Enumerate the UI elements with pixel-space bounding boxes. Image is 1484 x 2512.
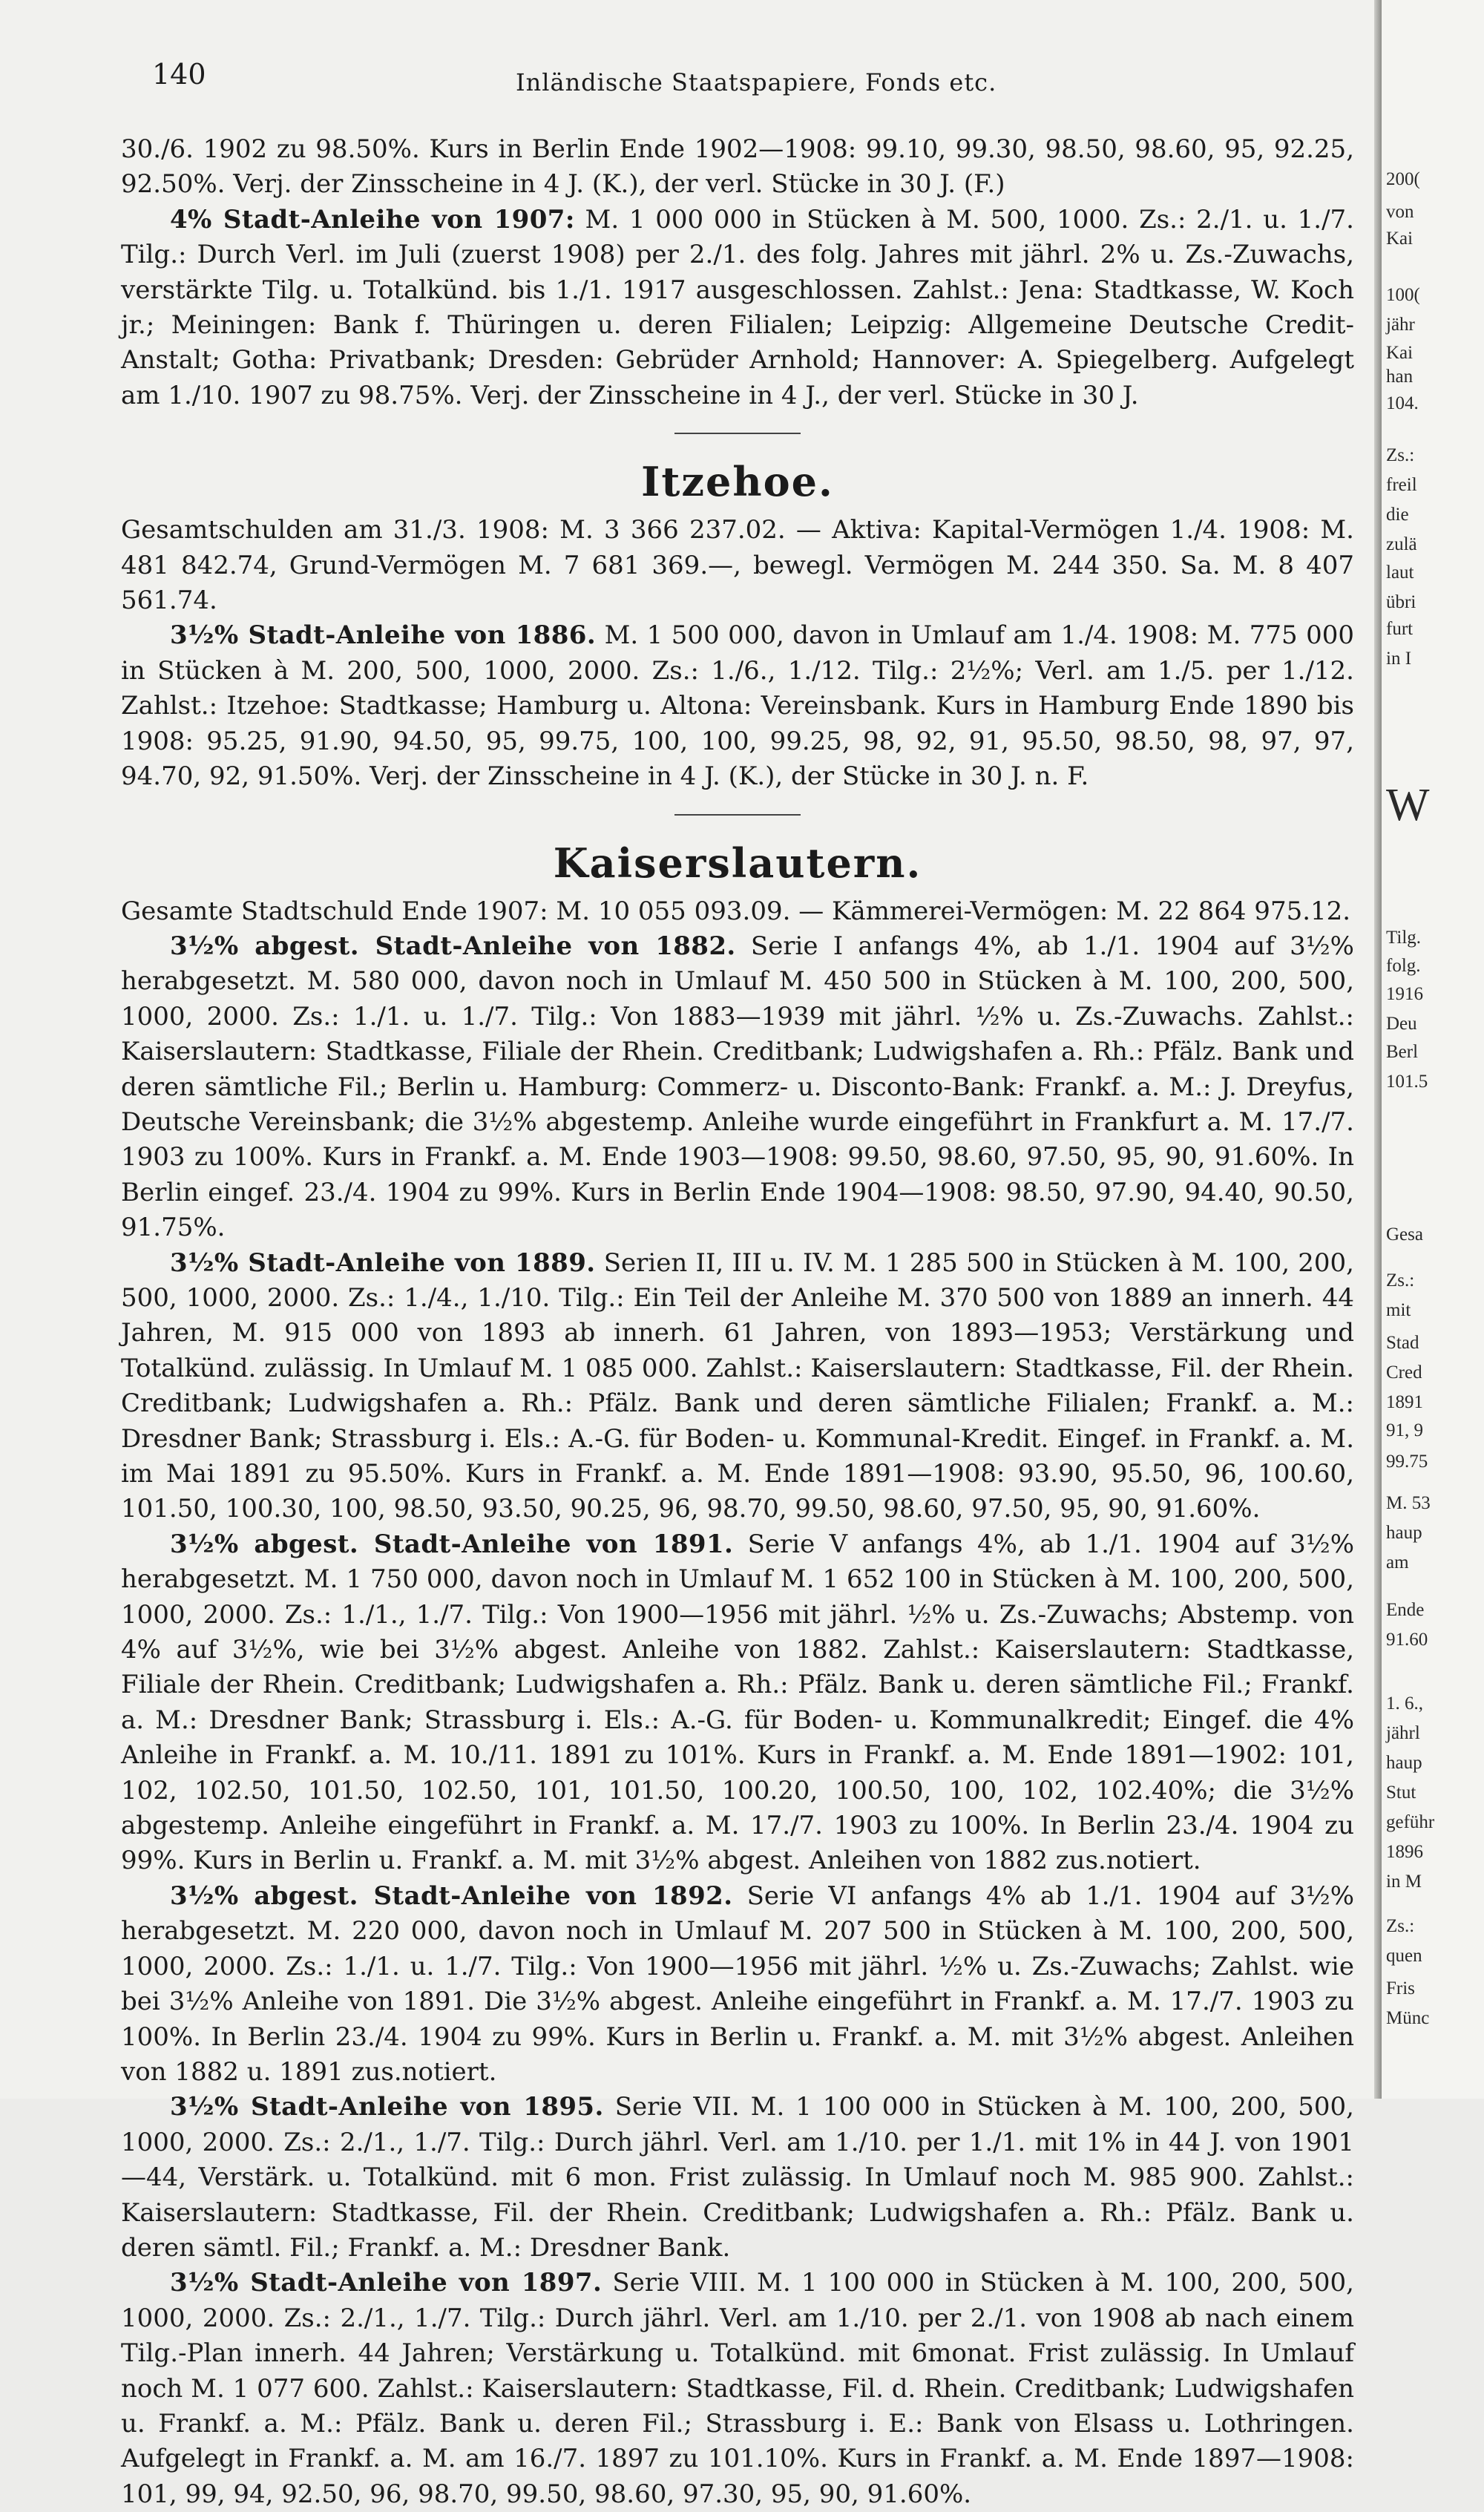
running-head [152,58,1355,102]
section-heading-kaiserslautern: Kaiserslautern. [553,839,922,887]
next-page-fragment: Ende [1386,1600,1425,1620]
next-page-fragment: Kai [1386,229,1414,249]
loan-heading: 4% Stadt-Anleihe von 1907: [170,204,575,235]
next-page-fragment: freil [1386,475,1417,495]
next-page-fragment: Stad [1386,1333,1419,1353]
next-page-fragment: 200( [1386,169,1420,189]
next-page-fragment: Cred [1386,1362,1422,1383]
running-head-title: Inländische Staatspapiere, Fonds etc. [516,68,997,96]
paragraph-text: Serie I anfangs 4%, ab 1./1. 1904 auf 3½% herabgesetzt. M. 580 000, davon noch in Umlauf M. 450 500 in Stücken à M. 100, 200, 500, 1000, 2000. Zs.: 1./1. u. 1./7. Tilg.: Von 1883—1939 mit jährl. ½% u. Zs.-Zuwachs. Zahlst.: Kaiserslautern: Stadtkasse, Filiale der Rhein. Creditbank; Ludwigshafen a. Rh.: Pfälz. Bank und deren sämtliche Fil.; Berlin u. Hamburg: Commerz- u. Disconto-Bank: Frankf. a. M.: J. Dreyfus, Deutsche Vereinsbank; die 3½% abgestemp. Anleihe wurde eingeführt in Frankfurt a. M. 17./7. 1903 zu 100%. Kurs in Frankf. a. M. Ende 1903—1908: 99.50, 98.60, 97.50, 95, 90, 91.60%. In Berlin eingef. 23./4. 1904 zu 99%. Kurs in Berlin Ende 1904—1908: 98.50, 97.90, 94.40, 90.50, 91.75%. [121,931,1354,1243]
next-page-fragment: Gesa [1386,1224,1423,1244]
itzehoe-loan-paragraph [121,618,1354,794]
next-page-fragment: 1896 [1386,1842,1423,1862]
top-loan-paragraph [121,203,1354,413]
next-page-fragment: mit [1386,1300,1411,1320]
next-page-fragment: jähr [1386,315,1415,335]
loan-heading: 3½% Stadt-Anleihe von 1886. [170,620,597,651]
kaiserslautern-loan-1889-paragraph [121,1246,1354,1527]
next-page-fragment: folg. [1386,956,1421,976]
section-divider [674,814,801,816]
loan-heading: 3½% abgest. Stadt-Anleihe von 1882. [170,931,736,961]
paragraph-text: 30./6. 1902 zu 98.50%. Kurs in Berlin Ende 1902—1908: 99.10, 99.30, 98.50, 98.60, 95, 92.25, 92.50%. Verj. der Zinsscheine in 4 J. (K.), der verl. Stücke in 30 J. (F.) [121,134,1354,200]
next-page-fragment: 104. [1386,393,1419,413]
next-page-fragment: W [1386,780,1430,830]
next-page-fragment: zulä [1386,534,1417,554]
paragraph-text: Serie V anfangs 4%, ab 1./1. 1904 auf 3½% herabgesetzt. M. 1 750 000, davon noch in Umlauf M. 1 652 100 in Stücken à M. 100, 200, 500, 1000, 2000. Zs.: 1./1., 1./7. Tilg.: Von 1900—1956 mit jährl. ½% u. Zs.-Zuwachs; Abstemp. von 4% auf 3½%, wie bei 3½% abgest. Anleihe von 1882. Zahlst.: Kaiserslautern: Stadtkasse, Filiale der Rhein. Creditbank; Ludwigshafen a. Rh.: Pfälz. Bank u. deren sämtliche Fil.; Frankf. a. M.: Dresdner Bank; Strassburg i. Els.: A.-G. für Boden- u. Kommunalkredit; Eingef. die 4% Anleihe in Frankf. a. M. 10./11. 1891 zu 101%. Kurs in Frankf. a. M. Ende 1891—1902: 101, 102, 102.50, 101.50, 102.50, 101, 101.50, 100.20, 100.50, 100, 102, 102.40%; die 3½% abgestemp. Anleihe eingeführt in Frankf. a. M. 17./7. 1903 zu 100%. In Berlin 23./4. 1904 zu 99%. Kurs in Berlin u. Frankf. a. M. mit 3½% abgest. Anleihen von 1882 zus.notiert. [121,1529,1354,1876]
top-continuation-paragraph [121,132,1354,203]
kaiserslautern-loan-1891-paragraph [121,1527,1354,1879]
next-page-fragment: die [1386,505,1409,525]
kaiserslautern-loan-1892-paragraph [121,1879,1354,2090]
page-gutter [1374,0,1382,2099]
next-page-fragment: haup [1386,1753,1422,1773]
next-page-fragment: 1891 [1386,1392,1423,1412]
section-divider [674,433,801,434]
next-page-fragment: han [1386,367,1414,387]
paragraph-text: Serie VI anfangs 4% ab 1./1. 1904 auf 3½% herabgesetzt. M. 220 000, davon noch in Umlauf M. 207 500 in Stücken à M. 100, 200, 500, 1000, 2000. Zs.: 1./1. u. 1./7. Tilg.: Von 1900—1956 mit jährl. ½% u. Zs.-Zuwachs; Zahlst. wie bei 3½% Anleihe von 1891. Die 3½% abgest. Anleihe eingeführt in Frankf. a. M. 17./7. 1903 zu 100%. In Berlin 23./4. 1904 zu 99%. Kurs in Berlin u. Frankf. a. M. mit 3½% abgest. Anleihen von 1882 u. 1891 zus.notiert. [121,1880,1355,2087]
next-page-fragment: Tilg. [1386,928,1422,948]
next-page-fragment: 1. 6., [1386,1693,1423,1714]
loan-heading: 3½% Stadt-Anleihe von 1895. [170,2092,604,2122]
next-page-fragment: Fris [1386,1978,1415,1998]
kaiserslautern-summary-paragraph [121,894,1354,929]
next-page-fragment: 101.5 [1386,1072,1428,1092]
next-page-fragment: haup [1386,1523,1422,1543]
next-page-fragment: Zs.: [1386,445,1415,465]
next-page-fragment: am [1386,1552,1409,1573]
body-text [121,132,1354,2512]
next-page-fragment: furt [1386,619,1414,639]
itzehoe-summary-paragraph [121,513,1354,618]
next-page-fragment: 100( [1386,285,1420,305]
next-page-fragment: 91.60 [1386,1630,1428,1650]
next-page-fragment: M. 53 [1386,1493,1431,1513]
paragraph-text: Serie VIII. M. 1 100 000 in Stücken à M. 100, 200, 500, 1000, 2000. Zs.: 2./1., 1./7. Tilg.: Durch jährl. Verl. am 1./10. per 2./1. von 1908 ab nach einem Tilg.-Plan innerh. 44 Jahren; Verstärkung u. Totalkünd. mit 6monat. Frist zulässig. In Umlauf noch M. 1 077 600. Zahlst.: Kaiserslautern: Stadtkasse, Fil. d. Rhein. Creditbank; Ludwigshafen u. Frankf. a. M.: Pfälz. Bank u. deren Fil.; Strassburg i. E.: Bank von Elsass u. Lothringen. Aufgelegt in Frankf. a. M. am 16./7. 1897 zu 101.10%. Kurs in Frankf. a. M. Ende 1897—1908: 101, 99, 94, 92.50, 96, 98.70, 99.50, 98.60, 97.30, 95, 90, 91.60%. [121,2268,1354,2509]
next-page-fragment: laut [1386,563,1414,583]
next-page-fragment: Deu [1386,1014,1417,1034]
kaiserslautern-loan-1882-paragraph [121,929,1354,1246]
paragraph-text: Gesamte Stadtschuld Ende 1907: M. 10 055 093.09. — Kämmerei-Vermögen: M. 22 864 975.12. [121,896,1351,926]
next-page-fragment: in M [1386,1872,1422,1892]
paragraph-text: M. 1 500 000, davon in Umlauf am 1./4. 1908: M. 775 000 in Stücken à M. 200, 500, 1000, 2000. Zs.: 1./6., 1./12. Tilg.: 2½%; Verl. am 1./5. per 1./12. Zahlst.: Itzehoe: Stadtkasse; Hamburg u. Altona: Vereinsbank. Kurs in Hamburg Ende 1890 bis 1908: 95.25, 91.90, 94.50, 95, 99.75, 100, 100, 99.25, 98, 92, 91, 95.50, 98.50, 98, 97, 97, 94.70, 92, 91.50%. Verj. der Zinsscheine in 4 J. (K.), der Stücke in 30 J. n. F. [121,620,1355,792]
next-page-fragment: 91, 9 [1386,1420,1423,1440]
loan-heading: 3½% Stadt-Anleihe von 1889. [170,1247,596,1278]
next-page-fragment: geführ [1386,1812,1435,1832]
next-page-fragment: 1916 [1386,984,1423,1004]
next-page-fragment: Kai [1386,343,1414,363]
next-page-fragment: übri [1386,592,1416,612]
next-page-fragment: jährl [1386,1723,1420,1743]
paragraph-text: Serie VII. M. 1 100 000 in Stücken à M. 100, 200, 500, 1000, 2000. Zs.: 2./1., 1./7. Tilg.: Durch jährl. Verl. am 1./10. per 1./1. mit 1% in 44 J. von 1901—44, Verstärk. u. Totalkünd. mit 6 mon. Frist zulässig. In Umlauf noch M. 985 900. Zahlst.: Kaiserslautern: Stadtkasse, Fil. der Rhein. Creditbank; Ludwigshafen a. Rh.: Pfälz. Bank u. deren sämtl. Fil.; Frankf. a. M.: Dresdner Bank. [121,2092,1354,2263]
next-page-fragment: 99.75 [1386,1452,1428,1472]
next-page-fragment: Stut [1386,1783,1416,1803]
next-page-fragment: Zs.: [1386,1916,1415,1936]
paragraph-text: M. 1 000 000 in Stücken à M. 500, 1000. Zs.: 2./1. u. 1./7. Tilg.: Durch Verl. im Juli (zuerst 1908) per 2./1. des folg. Jahres mit jährl. 2% u. Zs.-Zuwachs, verstärkte Tilg. u. Totalkünd. bis 1./1. 1917 ausgeschlossen. Zahlst.: Jena: Stadtkasse, W. Koch jr.; Meiningen: Bank f. Thüringen u. deren Filialen; Leipzig: Allgemeine Deutsche Credit-Anstalt; Gotha: Privatbank; Dresden: Gebrüder Arnhold; Hannover: A. Spiegelberg. Aufgelegt am 1./10. 1907 zu 98.75%. Verj. der Zinsscheine in 4 J., der verl. Stücke in 30 J. [121,204,1354,410]
kaiserslautern-loan-1897-paragraph [121,2266,1354,2512]
paragraph-text: Gesamtschulden am 31./3. 1908: M. 3 366 237.02. — Aktiva: Kapital-Vermögen 1./4. 1908: M. 481 842.74, Grund-Vermögen M. 7 681 369.—, bewegl. Vermögen M. 244 350. Sa. M. 8 407 561.74. [121,515,1354,616]
loan-heading: 3½% Stadt-Anleihe von 1897. [170,2268,603,2298]
section-heading-itzehoe: Itzehoe. [641,458,834,506]
loan-heading: 3½% abgest. Stadt-Anleihe von 1891. [170,1529,734,1559]
kaiserslautern-loan-1895-paragraph [121,2090,1354,2266]
next-page-fragment: Zs.: [1386,1270,1415,1291]
adjacent-page-edge [1382,0,1484,2099]
next-page-fragment: von [1386,202,1414,222]
next-page-fragment: quen [1386,1946,1422,1966]
next-page-fragment: Münc [1386,2008,1430,2028]
paragraph-text: Serien II, III u. IV. M. 1 285 500 in Stücken à M. 100, 200, 500, 1000, 2000. Zs.: 1./4., 1./10. Tilg.: Ein Teil der Anleihe M. 370 500 von 1889 an innerh. 44 Jahren, M. 915 000 von 1893 ab innerh. 61 Jahren, von 1893—1953; Verstärkung und Totalkünd. zulässig. In Umlauf M. 1 085 000. Zahlst.: Kaiserslautern: Stadtkasse, Fil. der Rhein. Creditbank; Ludwigshafen a. Rh.: Pfälz. Bank und deren sämtliche Filialen; Frankf. a. M.: Dresdner Bank; Strassburg i. Els.: A.-G. für Boden- u. Kommunal-Kredit. Eingef. in Frankf. a. M. im Mai 1891 zu 95.50%. Kurs in Frankf. a. M. Ende 1891—1908: 93.90, 95.50, 96, 100.60, 101.50, 100.30, 100, 98.50, 93.50, 90.25, 96, 98.70, 99.50, 98.60, 97.50, 95, 90, 91.60%. [121,1247,1354,1524]
next-page-fragment: Berl [1386,1042,1419,1062]
next-page-fragment: in I [1386,649,1412,669]
page-number: 140 [152,58,206,91]
loan-heading: 3½% abgest. Stadt-Anleihe von 1892. [170,1880,733,1911]
